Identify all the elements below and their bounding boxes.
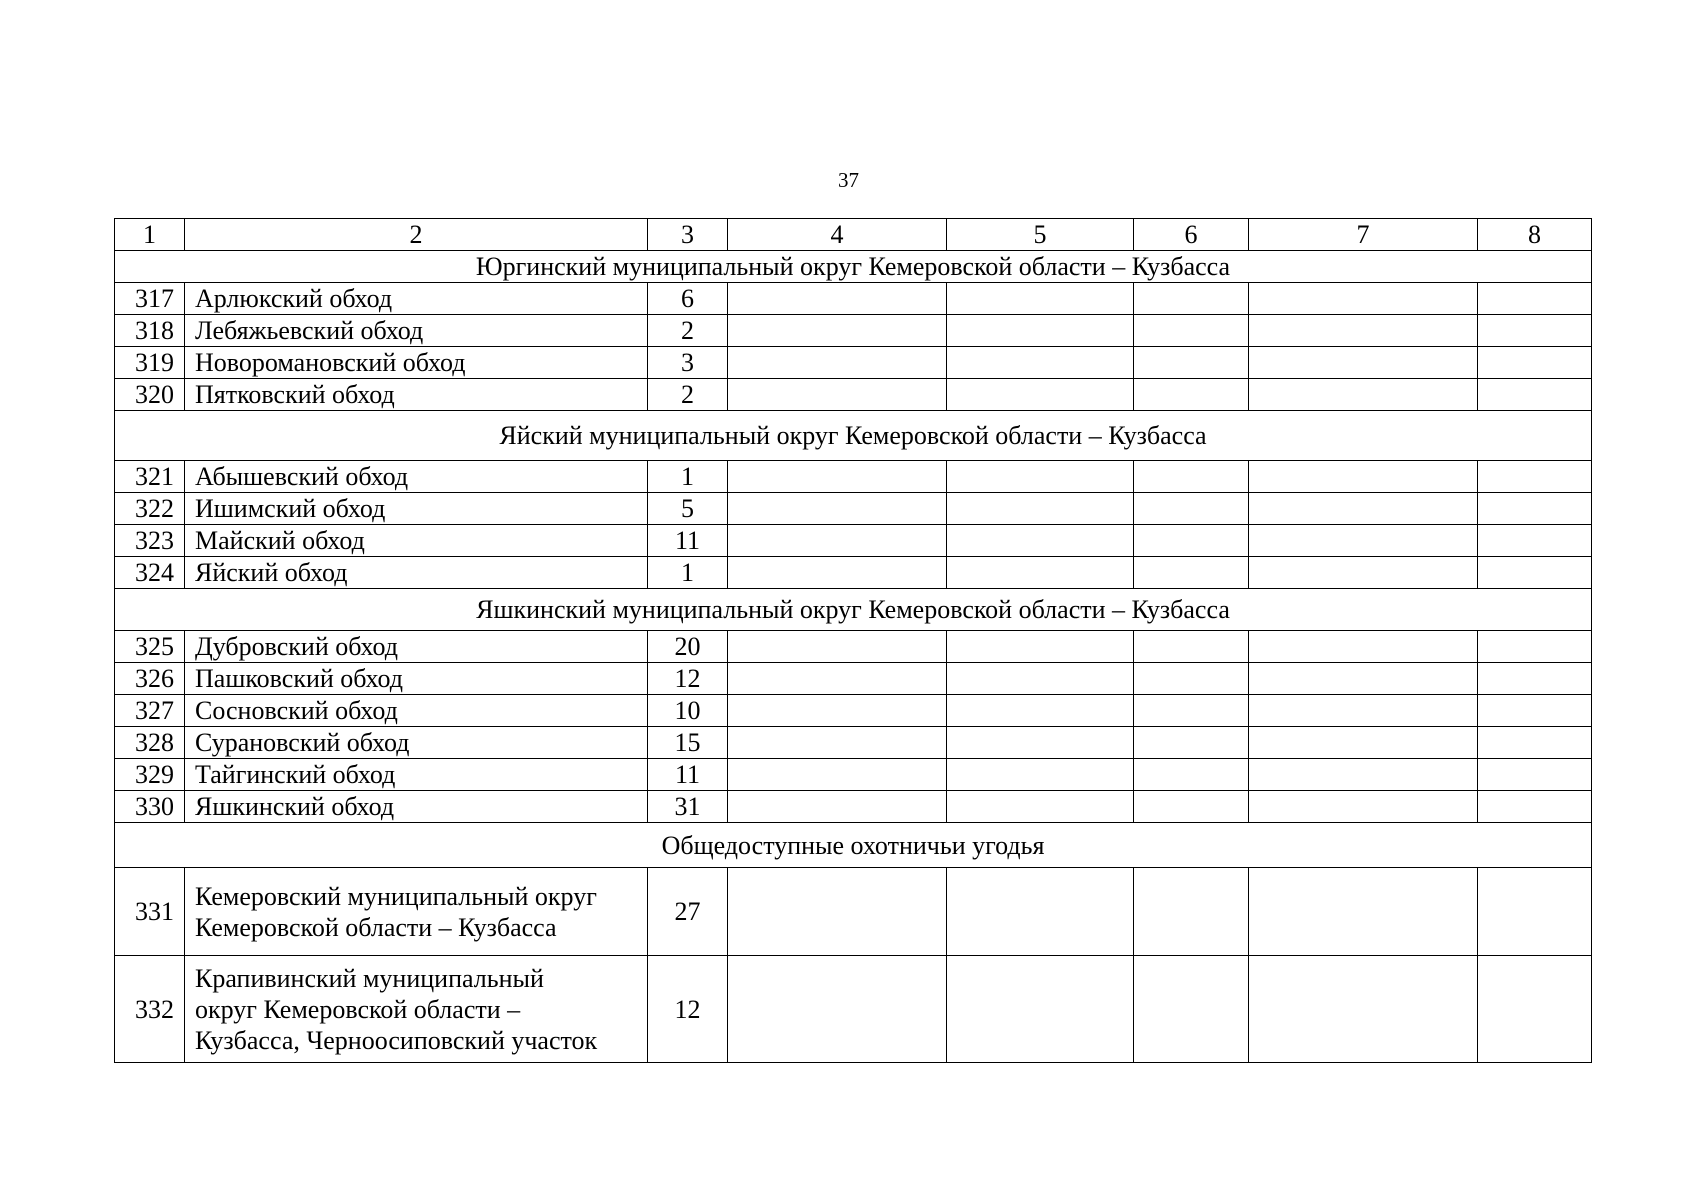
empty-cell bbox=[947, 868, 1134, 956]
row-number: 324 bbox=[115, 557, 185, 589]
row-name bbox=[185, 956, 648, 1063]
empty-cell bbox=[1134, 956, 1249, 1063]
row-number: 325 bbox=[115, 631, 185, 663]
row-value: 27 bbox=[648, 868, 728, 956]
row-number: 317 bbox=[115, 283, 185, 315]
empty-cell bbox=[1134, 759, 1249, 791]
table-row bbox=[115, 347, 1592, 379]
table-row bbox=[115, 315, 1592, 347]
empty-cell bbox=[947, 631, 1134, 663]
empty-cell bbox=[1478, 315, 1592, 347]
row-value: 15 bbox=[648, 727, 728, 759]
row-value: 1 bbox=[648, 461, 728, 493]
table-row bbox=[115, 956, 1592, 1063]
row-value: 5 bbox=[648, 493, 728, 525]
empty-cell bbox=[1134, 727, 1249, 759]
row-value: 6 bbox=[648, 283, 728, 315]
empty-cell bbox=[947, 283, 1134, 315]
empty-cell bbox=[728, 727, 947, 759]
table-row bbox=[115, 283, 1592, 315]
row-number: 328 bbox=[115, 727, 185, 759]
row-name: Яйский обход bbox=[185, 557, 648, 589]
empty-cell bbox=[1249, 791, 1478, 823]
row-name: Тайгинский обход bbox=[185, 759, 648, 791]
header-row bbox=[115, 219, 1592, 251]
row-name: Яшкинский обход bbox=[185, 791, 648, 823]
empty-cell bbox=[728, 347, 947, 379]
table-row bbox=[115, 461, 1592, 493]
empty-cell bbox=[1249, 315, 1478, 347]
row-name-line: Крапивинский муниципальный bbox=[195, 963, 544, 993]
empty-cell bbox=[1478, 663, 1592, 695]
empty-cell bbox=[1249, 379, 1478, 411]
table-row bbox=[115, 695, 1592, 727]
row-name: Лебяжьевский обход bbox=[185, 315, 648, 347]
empty-cell bbox=[1249, 283, 1478, 315]
row-value: 11 bbox=[648, 759, 728, 791]
empty-cell bbox=[1249, 759, 1478, 791]
empty-cell bbox=[1478, 759, 1592, 791]
row-name: Сосновский обход bbox=[185, 695, 648, 727]
hunting-grounds-table bbox=[114, 218, 1592, 1063]
header-cell: 2 bbox=[185, 219, 648, 251]
empty-cell bbox=[1249, 663, 1478, 695]
table-row bbox=[115, 791, 1592, 823]
empty-cell bbox=[1249, 695, 1478, 727]
empty-cell bbox=[1249, 956, 1478, 1063]
empty-cell bbox=[1478, 791, 1592, 823]
section-title-row bbox=[115, 251, 1592, 283]
empty-cell bbox=[1249, 461, 1478, 493]
empty-cell bbox=[728, 493, 947, 525]
empty-cell bbox=[1134, 525, 1249, 557]
empty-cell bbox=[728, 525, 947, 557]
row-name bbox=[185, 868, 648, 956]
row-name-line: Кузбасса, Черноосиповский участок bbox=[195, 1025, 598, 1055]
empty-cell bbox=[1478, 956, 1592, 1063]
row-name: Сурановский обход bbox=[185, 727, 648, 759]
row-number: 327 bbox=[115, 695, 185, 727]
empty-cell bbox=[728, 695, 947, 727]
header-cell: 1 bbox=[115, 219, 185, 251]
empty-cell bbox=[728, 283, 947, 315]
table-row bbox=[115, 727, 1592, 759]
empty-cell bbox=[1134, 461, 1249, 493]
section-title-row bbox=[115, 589, 1592, 631]
row-name: Пашковский обход bbox=[185, 663, 648, 695]
empty-cell bbox=[947, 379, 1134, 411]
empty-cell bbox=[947, 791, 1134, 823]
table-row bbox=[115, 868, 1592, 956]
row-number: 322 bbox=[115, 493, 185, 525]
section-title-row bbox=[115, 823, 1592, 868]
empty-cell bbox=[1134, 315, 1249, 347]
row-number: 318 bbox=[115, 315, 185, 347]
row-number: 326 bbox=[115, 663, 185, 695]
row-name-line: Кемеровской области – Кузбасса bbox=[195, 912, 557, 942]
empty-cell bbox=[947, 347, 1134, 379]
empty-cell bbox=[947, 315, 1134, 347]
section-title: Яшкинский муниципальный округ Кемеровской области – Кузбасса bbox=[115, 589, 1592, 631]
empty-cell bbox=[1478, 347, 1592, 379]
empty-cell bbox=[1478, 283, 1592, 315]
row-value: 11 bbox=[648, 525, 728, 557]
row-number: 331 bbox=[115, 868, 185, 956]
row-number: 330 bbox=[115, 791, 185, 823]
empty-cell bbox=[1249, 557, 1478, 589]
table-row bbox=[115, 631, 1592, 663]
row-name-line: округ Кемеровской области – bbox=[195, 994, 521, 1024]
empty-cell bbox=[1478, 695, 1592, 727]
row-name: Новоромановский обход bbox=[185, 347, 648, 379]
row-value: 2 bbox=[648, 379, 728, 411]
row-name: Пятковский обход bbox=[185, 379, 648, 411]
empty-cell bbox=[728, 663, 947, 695]
page-number: 37 bbox=[838, 168, 859, 192]
empty-cell bbox=[1478, 557, 1592, 589]
empty-cell bbox=[947, 557, 1134, 589]
row-name: Ишимский обход bbox=[185, 493, 648, 525]
header-cell: 7 bbox=[1249, 219, 1478, 251]
row-value: 2 bbox=[648, 315, 728, 347]
row-name-line: Кемеровский муниципальный округ bbox=[195, 881, 597, 911]
empty-cell bbox=[728, 315, 947, 347]
empty-cell bbox=[1134, 695, 1249, 727]
row-value: 10 bbox=[648, 695, 728, 727]
empty-cell bbox=[1249, 525, 1478, 557]
empty-cell bbox=[1134, 557, 1249, 589]
row-value: 12 bbox=[648, 663, 728, 695]
empty-cell bbox=[1478, 631, 1592, 663]
empty-cell bbox=[728, 956, 947, 1063]
empty-cell bbox=[728, 759, 947, 791]
empty-cell bbox=[728, 461, 947, 493]
empty-cell bbox=[1478, 727, 1592, 759]
empty-cell bbox=[728, 791, 947, 823]
empty-cell bbox=[1134, 868, 1249, 956]
table-row bbox=[115, 663, 1592, 695]
table-row bbox=[115, 379, 1592, 411]
row-number: 323 bbox=[115, 525, 185, 557]
empty-cell bbox=[1134, 663, 1249, 695]
section-title: Яйский муниципальный округ Кемеровской области – Кузбасса bbox=[115, 411, 1592, 461]
empty-cell bbox=[1478, 461, 1592, 493]
empty-cell bbox=[947, 663, 1134, 695]
row-name: Дубровский обход bbox=[185, 631, 648, 663]
row-value: 3 bbox=[648, 347, 728, 379]
row-name: Арлюкский обход bbox=[185, 283, 648, 315]
empty-cell bbox=[1249, 347, 1478, 379]
empty-cell bbox=[1134, 791, 1249, 823]
table-row bbox=[115, 493, 1592, 525]
empty-cell bbox=[1478, 868, 1592, 956]
empty-cell bbox=[947, 525, 1134, 557]
empty-cell bbox=[947, 493, 1134, 525]
empty-cell bbox=[947, 956, 1134, 1063]
empty-cell bbox=[1478, 525, 1592, 557]
empty-cell bbox=[1249, 631, 1478, 663]
empty-cell bbox=[1134, 631, 1249, 663]
row-name: Майский обход bbox=[185, 525, 648, 557]
empty-cell bbox=[1134, 347, 1249, 379]
empty-cell bbox=[947, 759, 1134, 791]
header-cell: 3 bbox=[648, 219, 728, 251]
table-row bbox=[115, 759, 1592, 791]
empty-cell bbox=[1134, 493, 1249, 525]
empty-cell bbox=[1134, 379, 1249, 411]
row-value: 31 bbox=[648, 791, 728, 823]
empty-cell bbox=[1249, 493, 1478, 525]
row-value: 12 bbox=[648, 956, 728, 1063]
row-value: 20 bbox=[648, 631, 728, 663]
empty-cell bbox=[1249, 727, 1478, 759]
empty-cell bbox=[728, 379, 947, 411]
empty-cell bbox=[728, 557, 947, 589]
empty-cell bbox=[947, 461, 1134, 493]
empty-cell bbox=[1478, 379, 1592, 411]
section-title: Общедоступные охотничьи угодья bbox=[115, 823, 1592, 868]
empty-cell bbox=[947, 727, 1134, 759]
section-title-row bbox=[115, 411, 1592, 461]
row-number: 332 bbox=[115, 956, 185, 1063]
empty-cell bbox=[1134, 283, 1249, 315]
row-name: Абышевский обход bbox=[185, 461, 648, 493]
empty-cell bbox=[728, 631, 947, 663]
row-number: 320 bbox=[115, 379, 185, 411]
empty-cell bbox=[1478, 493, 1592, 525]
section-title: Юргинский муниципальный округ Кемеровской области – Кузбасса bbox=[115, 251, 1592, 283]
table-row bbox=[115, 525, 1592, 557]
row-value: 1 bbox=[648, 557, 728, 589]
header-cell: 8 bbox=[1478, 219, 1592, 251]
table-row bbox=[115, 557, 1592, 589]
empty-cell bbox=[728, 868, 947, 956]
row-number: 329 bbox=[115, 759, 185, 791]
empty-cell bbox=[947, 695, 1134, 727]
row-number: 321 bbox=[115, 461, 185, 493]
empty-cell bbox=[1249, 868, 1478, 956]
row-number: 319 bbox=[115, 347, 185, 379]
header-cell: 5 bbox=[947, 219, 1134, 251]
header-cell: 4 bbox=[728, 219, 947, 251]
header-cell: 6 bbox=[1134, 219, 1249, 251]
